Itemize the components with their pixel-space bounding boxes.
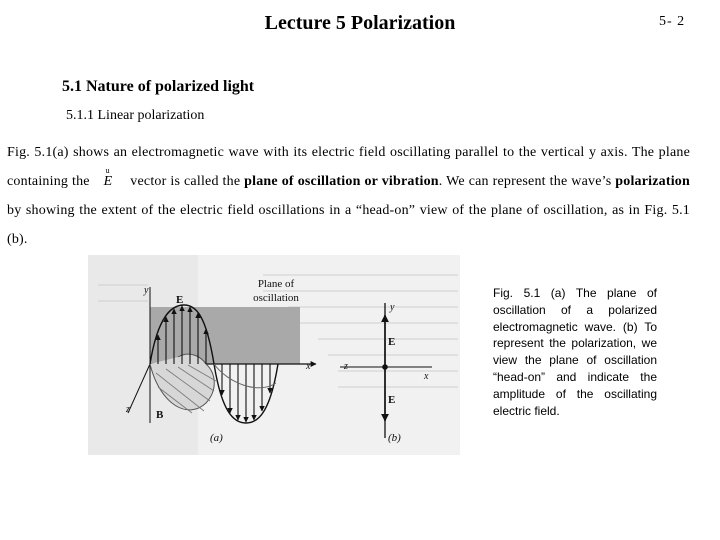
e-vector-letter: E <box>103 174 113 189</box>
figure-5-1 <box>88 255 460 455</box>
axis-x-label-a: x <box>306 361 311 372</box>
plane-of-oscillation <box>150 307 300 364</box>
axis-z-label-a: z <box>126 404 130 415</box>
section-heading: 5.1 Nature of polarized light <box>62 78 255 95</box>
axis-y-label-b: y <box>390 302 395 313</box>
e-vector-symbol <box>104 167 113 196</box>
figure-caption: Fig. 5.1 (a) The plane of oscillation of a polarized electromagnetic wave. (b) To represent the polarization, we view the plane of oscillation “head-on” and indicate the amplitude of the oscillating electric field. <box>493 286 657 418</box>
axis-x-label-b: x <box>424 371 429 382</box>
subfigure-a-label: (a) <box>210 432 223 444</box>
page-title: Lecture 5 Polarization <box>264 12 456 34</box>
page-number: 5- 2 <box>659 14 686 29</box>
axis-z-label-b: z <box>344 361 348 372</box>
e-down-label: E <box>388 394 396 406</box>
wave-b-label: B <box>156 409 164 421</box>
body-text-3: . We can represent the wave’s <box>438 174 612 189</box>
body-paragraph <box>7 138 690 254</box>
subsection-heading: 5.1.1 Linear polarization <box>66 108 205 123</box>
e-vector-hat: u <box>105 166 110 175</box>
term-polarization: polarization <box>615 174 690 189</box>
axis-y-label-a: y <box>144 285 149 296</box>
term-plane-of-oscillation: plane of oscillation or vibration <box>244 174 439 189</box>
plane-label-line1: Plane of <box>257 278 295 290</box>
body-text-2: vector is called the <box>130 174 241 189</box>
body-text-4: by showing the extent of the electric field oscillations in a “head-on” view of the plane of oscillation, as in Fig. 5.1 (b). <box>7 203 690 247</box>
body-text-1: Fig. 5.1(a) shows an electromagnetic wave with its electric field oscillating parallel to the vertical y axis. The plane containing the <box>7 145 690 189</box>
e-up-label: E <box>388 336 396 348</box>
subfigure-b-label: (b) <box>388 432 401 444</box>
plane-label-line2: oscillation <box>253 292 299 304</box>
wave-e-label: E <box>176 294 184 306</box>
